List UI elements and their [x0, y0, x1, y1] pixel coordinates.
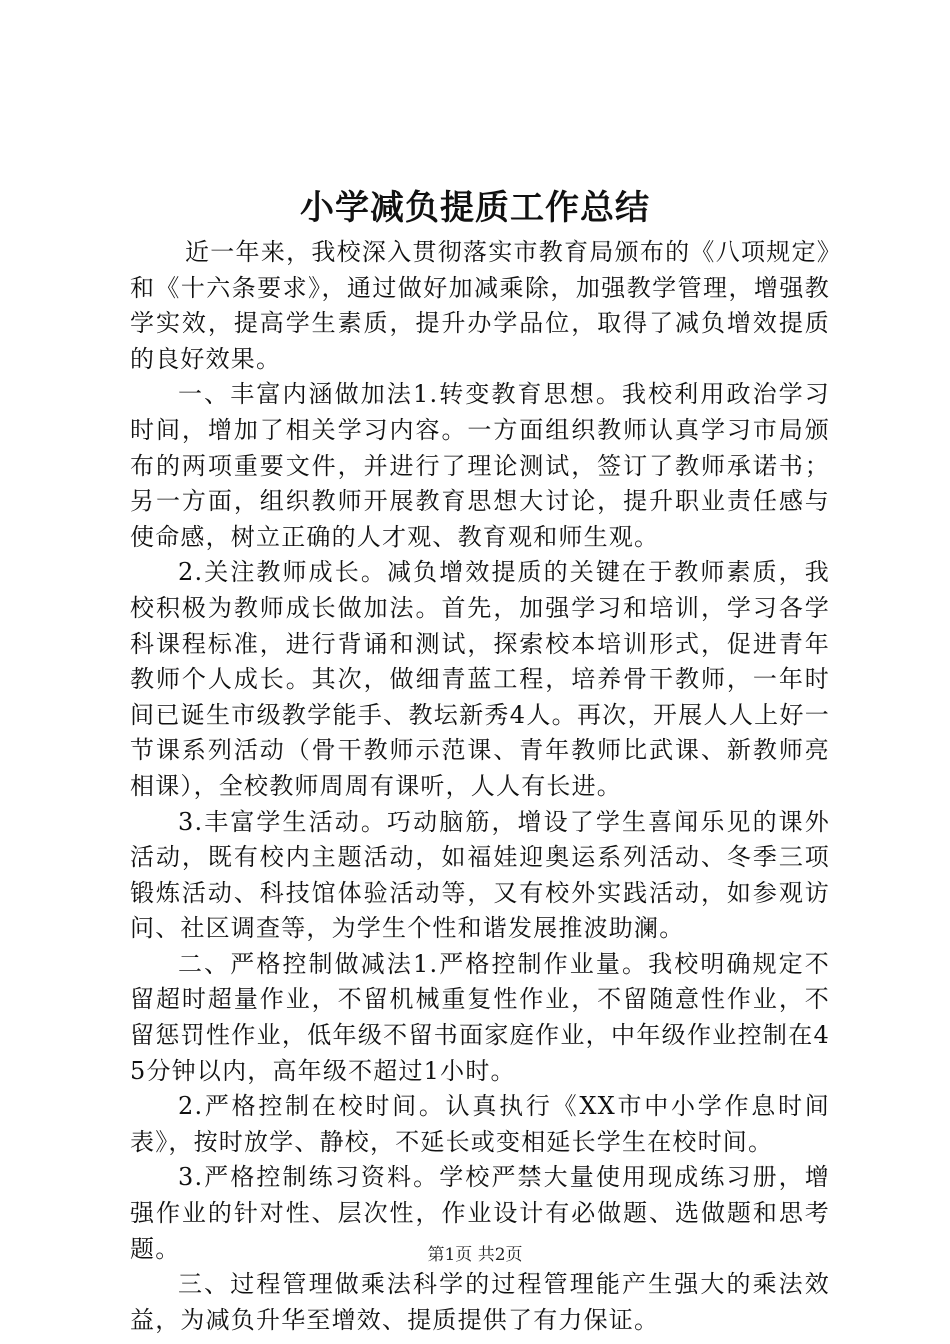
paragraph-section-2-item-1: 二、严格控制做减法1.严格控制作业量。我校明确规定不留超时超量作业，不留机械重复性作业，不留随意性作业，不留惩罚性作业，低年级不留书面家庭作业，中年级作业控制在45分钟以内，高年级不超过1小时。	[130, 949, 830, 1085]
paragraph-section-2-item-2: 2.严格控制在校时间。认真执行《XX市中小学作息时间表》，按时放学、静校，不延长或变相延长学生在校时间。	[130, 1092, 830, 1156]
paragraph-section-2-item-3: 3.严格控制练习资料。学校严禁大量使用现成练习册，增强作业的针对性、层次性，作业设计有必做题、选做题和思考题。	[130, 1163, 830, 1263]
paragraph-section-1-item-3: 3.丰富学生活动。巧动脑筋，增设了学生喜闻乐见的课外活动，既有校内主题活动，如福娃迎奥运系列活动、冬季三项锻炼活动、科技馆体验活动等，又有校外实践活动，如参观访问、社区调查等，为学生个性和谐发展推波助澜。	[130, 807, 830, 943]
document-body	[130, 235, 830, 1338]
paragraph-intro: 近一年来，我校深入贯彻落实市教育局颁布的《八项规定》和《十六条要求》，通过做好加减乘除，加强教学管理，增强教学实效，提高学生素质，提升办学品位，取得了减负增效提质的良好效果。	[130, 238, 830, 373]
paragraph-section-1-item-2: 2.关注教师成长。减负增效提质的关键在于教师素质，我校积极为教师成长做加法。首先，加强学习和培训，学习各学科课程标准，进行背诵和测试，探索校本培训形式，促进青年教师个人成长。其次，做细青蓝工程，培养骨干教师，一年时间已诞生市级教学能手、教坛新秀4人。再次，开展人人上好一节课系列活动（骨干教师示范课、青年教师比武课、新教师亮相课），全校教师周周有课听，人人有长进。	[130, 558, 830, 800]
page-indicator: 第1页 共2页	[427, 1245, 523, 1265]
paragraph-section-1-item-1: 一、丰富内涵做加法1.转变教育思想。我校利用政治学习时间，增加了相关学习内容。一方面组织教师认真学习市局颁布的两项重要文件，并进行了理论测试，签订了教师承诺书；另一方面，组织教师开展教育思想大讨论，提升职业责任感与使命感，树立正确的人才观、教育观和师生观。	[130, 380, 830, 551]
document-title: 小学减负提质工作总结	[300, 188, 650, 228]
paragraph-section-3: 三、过程管理做乘法科学的过程管理能产生强大的乘法效益，为减负升华至增效、提质提供了有力保证。	[130, 1270, 830, 1334]
